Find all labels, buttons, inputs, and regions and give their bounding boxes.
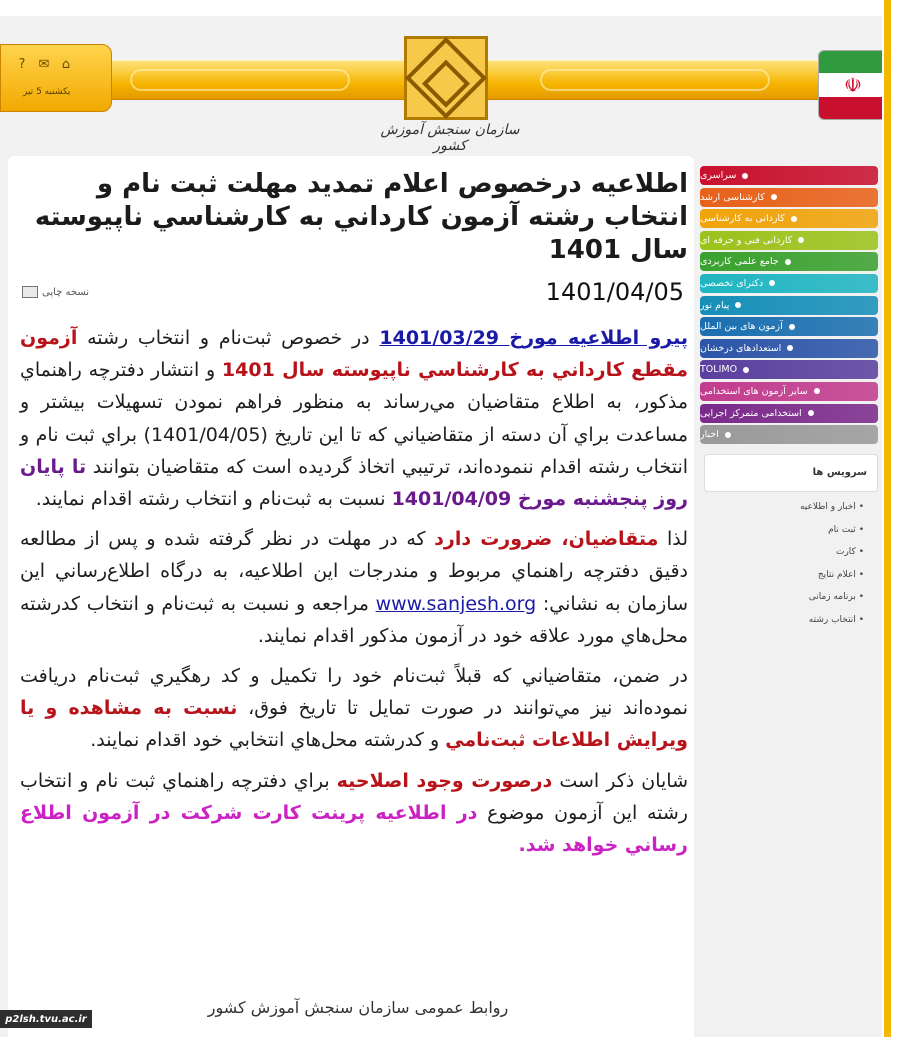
- menu-item-central-employment[interactable]: [700, 404, 878, 423]
- menu-item-fani-herfei[interactable]: [700, 231, 878, 250]
- page-right-border: [882, 0, 900, 1037]
- article-title: اطلاعيه درخصوص اعلام تمديد مهلت ثبت نام و انتخاب رشته آزمون کارداني به کارشناسي ناپيوسته سال 1401: [34, 169, 688, 265]
- paragraph-1: [20, 322, 688, 515]
- help-icon[interactable]: ?: [18, 57, 26, 72]
- menu-label: استعدادهای درخشان: [700, 342, 782, 354]
- service-label: اخبار و اطلاعیه: [799, 502, 856, 512]
- bullet-icon: [735, 302, 741, 308]
- article-date: 1401/04/05: [545, 278, 684, 306]
- exam-menu: [700, 166, 878, 444]
- bullet-icon: [769, 280, 775, 286]
- bullet-icon: [785, 259, 791, 265]
- menu-item-talents[interactable]: [700, 339, 878, 358]
- home-icon[interactable]: ⌂: [61, 57, 71, 72]
- brand-name: سازمان سنجش آموزش کشور: [380, 122, 520, 154]
- service-link-register[interactable]: • ثبت نام: [828, 524, 864, 535]
- print-link[interactable]: [22, 286, 89, 298]
- menu-item-international[interactable]: [700, 317, 878, 336]
- paragraph-3: [20, 660, 688, 757]
- header-toolbox: [0, 44, 112, 112]
- services-list: [704, 502, 868, 637]
- service-label: ثبت نام: [828, 524, 856, 535]
- text: و انتشار دفترچه راهنماي مذکور، به اطلاع متقاضيان مي‌رساند به منظور فراهم نمودن تسهيلات بيشتر و مساعدت براي آن دسته از متقاضياني که تا اين تاريخ (1401/04/05) براي ثبت نام و انتخاب رشته اقدام ننموده‌اند، ترتيبي اتخاذ گرديده است که متقاضيان بتوانند: [20, 359, 689, 478]
- paragraph-2: [20, 523, 688, 652]
- paragraph-4: [20, 765, 688, 862]
- service-link-card[interactable]: • کارت: [835, 547, 864, 557]
- text: و کدرشته محل‌هاي انتخابي خود اقدام نمايند.: [90, 729, 446, 752]
- service-link-results[interactable]: • اعلام نتایج: [817, 569, 864, 580]
- printer-icon: [22, 286, 38, 298]
- menu-label: استخدامی متمرکز اجرایی: [700, 407, 802, 419]
- source-watermark: p2lsh.tvu.ac.ir: [0, 1010, 92, 1028]
- services-heading: سرویس ها: [704, 454, 878, 492]
- bullet-icon: [808, 410, 814, 416]
- text: در خصوص ثبت‌نام و انتخاب رشته: [77, 327, 380, 349]
- edit-info-highlight: نسبت به مشاهده و يا ويرايش اطلاعات ثبت‌نامي: [20, 697, 688, 752]
- top-strip: [0, 0, 900, 16]
- sanjesh-logo[interactable]: [404, 36, 488, 120]
- text: لذا: [658, 528, 688, 551]
- service-label: برنامه زمانی: [808, 592, 856, 602]
- menu-item-payam-noor[interactable]: [700, 296, 878, 315]
- header-date: یکشنبه 5 تیر: [23, 87, 71, 97]
- menu-item-sarasari[interactable]: [700, 166, 878, 185]
- menu-label: اخبار: [700, 429, 719, 441]
- text: شایان ذکر است: [552, 769, 688, 792]
- service-label: انتخاب رشته: [808, 614, 856, 625]
- menu-item-news[interactable]: [700, 425, 878, 444]
- service-label: کارت: [835, 547, 856, 557]
- menu-item-other-employment[interactable]: [700, 382, 878, 401]
- article-panel: [8, 156, 694, 1037]
- text: که در مهلت در نظر گرفته شده و پس از مطالعه دقيق دفترچه راهنماي مربوط و مندرجات اين اطلاعيه، به درگاه اطلاع‌رساني اين سازمان به نشاني:: [20, 528, 688, 615]
- menu-label: کارشناسی ارشد: [700, 191, 765, 203]
- menu-label: کاردانی فنی و حرفه ای: [700, 234, 793, 246]
- menu-item-doctora[interactable]: [700, 274, 878, 293]
- bullet-icon: [789, 324, 795, 330]
- correction-highlight: درصورت وجود اصلاحيه: [336, 769, 553, 792]
- exam-name-highlight: آزمون مقطع کارداني به کارشناسي ناپيوسته سال 1401: [20, 327, 688, 382]
- menu-item-tolimo[interactable]: [700, 360, 878, 379]
- article-body: [20, 322, 688, 869]
- bullet-icon: [725, 432, 731, 438]
- service-link-selection[interactable]: • انتخاب رشته: [808, 614, 864, 625]
- menu-label: آزمون های بین الملل: [700, 321, 783, 333]
- previous-notice-link[interactable]: پيرو اطلاعيه مورخ 1401/03/29: [379, 327, 689, 349]
- text: براي دفترچه راهنماي ثبت نام و انتخاب رشته اين آزمون موضوع: [20, 769, 688, 824]
- menu-item-kardani-karshenasi[interactable]: [700, 209, 878, 228]
- bullet-icon: [814, 388, 820, 394]
- ornament-left: [130, 69, 350, 91]
- deadline-highlight: تا پايان روز پنجشنبه مورخ 1401/04/09: [20, 455, 688, 511]
- print-label: نسخه چاپی: [42, 286, 90, 298]
- text: مراجعه و نسبت به ثبت‌نام و انتخاب کدرشته محل‌هاي مورد علاقه خود در آزمون مذکور اقدام نمايند.: [20, 592, 688, 647]
- service-link-news[interactable]: • اخبار و اطلاعیه: [799, 502, 864, 512]
- service-link-schedule[interactable]: • برنامه زمانی: [808, 592, 864, 602]
- menu-item-arshad[interactable]: [700, 188, 878, 207]
- menu-label: سراسری: [700, 170, 737, 181]
- card-print-highlight: در اطلاعيه پرينت کارت شرکت در آزمون اطلاع رساني خواهد شد.: [20, 801, 688, 857]
- iran-flag-icon: ☫: [818, 50, 888, 120]
- bullet-icon: [742, 173, 748, 179]
- requirement-highlight: متقاضيان، ضرورت دارد: [434, 528, 659, 551]
- menu-label: دکترای تخصصی: [700, 277, 764, 289]
- menu-label: سایر آزمون های استخدامی: [700, 385, 808, 397]
- menu-label: جامع علمی کاربردی: [700, 256, 779, 268]
- menu-label: پیام نور: [700, 299, 730, 311]
- menu-label: TOLIMO: [700, 364, 738, 376]
- text: نسبت به ثبت‌نام و انتخاب رشته اقدام نمايند.: [35, 488, 392, 511]
- mail-icon[interactable]: ✉: [38, 57, 50, 72]
- menu-item-elmi-karbordi[interactable]: [700, 252, 878, 271]
- bullet-icon: [791, 216, 797, 222]
- service-label: اعلام نتایج: [817, 569, 856, 580]
- bullet-icon: [771, 194, 777, 200]
- menu-label: کاردانی به کارشناسی: [700, 213, 785, 225]
- text: در ضمن، متقاضياني که قبلاً ثبت‌نام خود را تکميل و کد رهگيري ثبت‌نام دريافت نموده‌اند نيز مي‌توانند در صورت تمايل تا تاريخ فوق،: [20, 665, 688, 720]
- sidebar: [700, 166, 878, 625]
- article-signature: روابط عمومی سازمان سنجش آموزش کشور: [207, 998, 509, 1017]
- site-header: [0, 16, 882, 156]
- sanjesh-website-link[interactable]: www.sanjesh.org: [375, 592, 537, 615]
- bullet-icon: [743, 367, 749, 373]
- bullet-icon: [798, 237, 804, 243]
- bullet-icon: [787, 345, 793, 351]
- ornament-right: [540, 69, 770, 91]
